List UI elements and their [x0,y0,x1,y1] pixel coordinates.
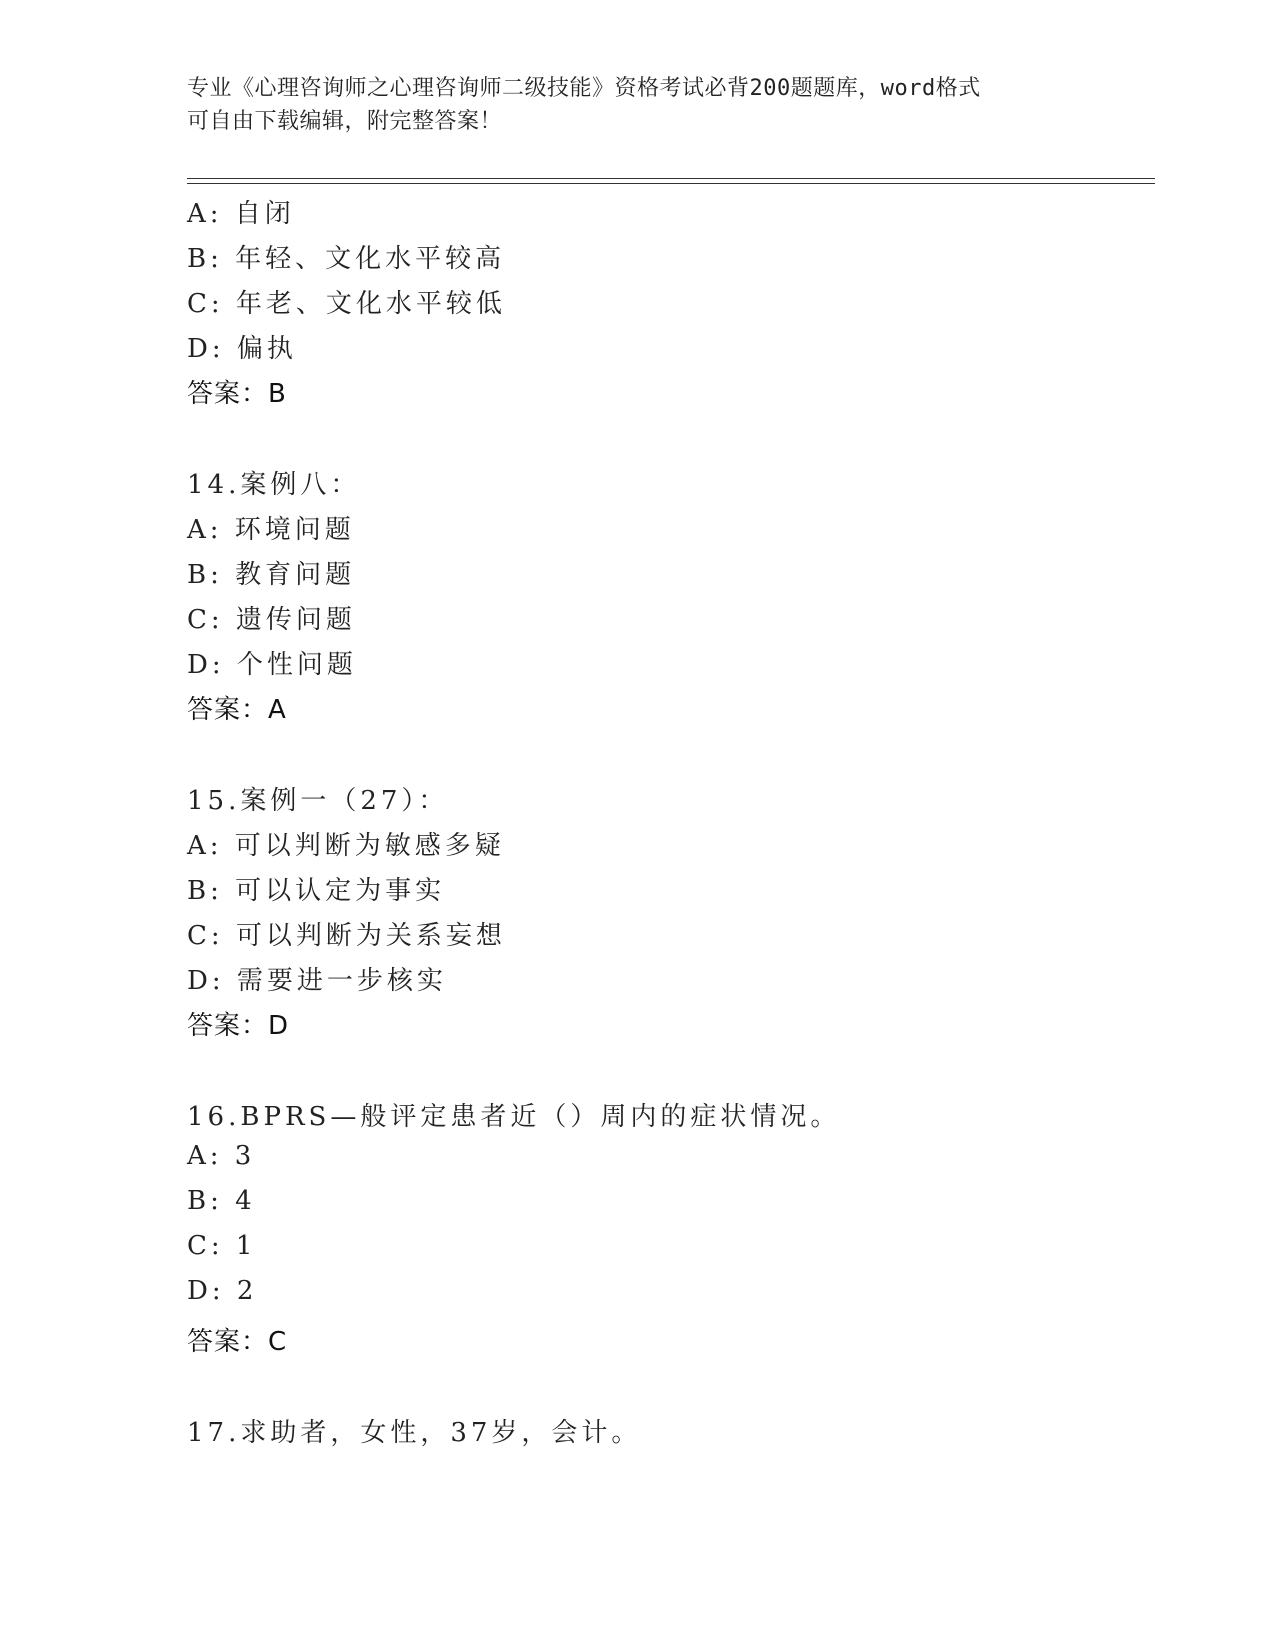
option-c: C: 遗传问题 [187,605,356,635]
option-d: D: 2 [187,1276,258,1306]
document-header [187,72,1087,138]
question-16: 16.BPRS—般评定患者近（）周内的症状情况。 [187,1102,841,1132]
option-b: B: 可以认定为事实 [187,876,446,906]
answer-line: 答案：D [187,1011,290,1041]
option-a: A: 可以判断为敏感多疑 [187,831,505,861]
option-d: D: 偏执 [187,334,297,364]
option-b: B: 年轻、文化水平较高 [187,244,506,274]
answer-line: 答案：B [187,379,287,409]
answer-line: 答案：C [187,1327,288,1357]
question-17: 17.求助者，女性，37岁，会计。 [187,1418,642,1448]
option-b: B: 教育问题 [187,560,356,590]
header-line-2: 可自由下载编辑，附完整答案！ [187,109,503,134]
header-line-1: 专业《心理咨询师之心理咨询师二级技能》资格考试必背200题题库，word格式 [187,76,981,101]
option-a: A: 环境问题 [187,515,355,545]
option-c: C: 可以判断为关系妄想 [187,921,506,951]
option-b: B: 4 [187,1186,256,1216]
header-divider-bottom [187,183,1155,184]
answer-line: 答案：A [187,695,287,725]
option-c: C: 年老、文化水平较低 [187,289,506,319]
option-d: D: 需要进一步核实 [187,966,447,996]
option-a: A: 自闭 [187,199,295,229]
option-c: C: 1 [187,1231,257,1261]
question-15: 15.案例一（27）： [187,786,449,816]
header-divider-top [187,178,1155,179]
option-d: D: 个性问题 [187,650,357,680]
option-a: A: 3 [187,1141,256,1171]
question-14: 14.案例八： [187,470,361,500]
